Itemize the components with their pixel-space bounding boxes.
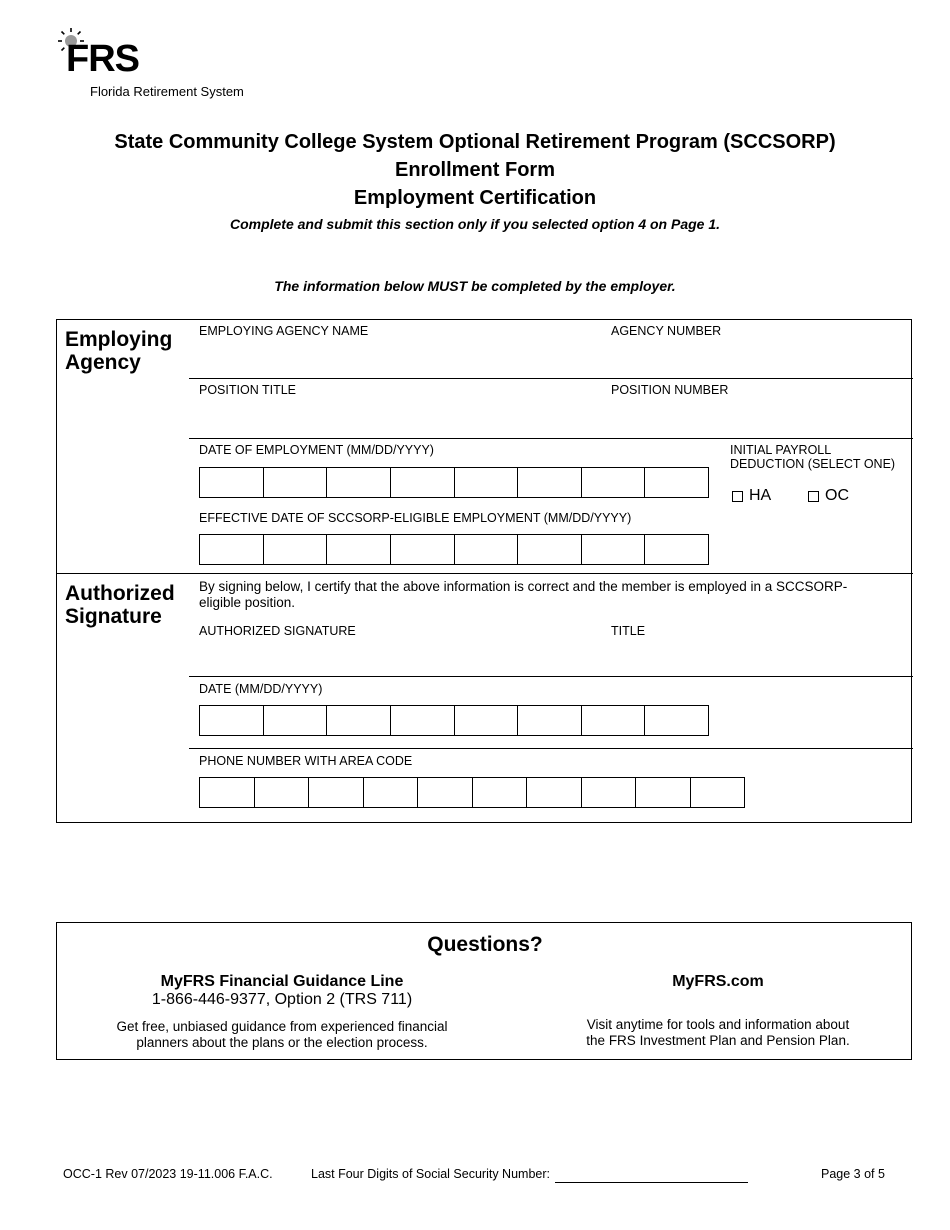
position-number-field[interactable]	[611, 399, 901, 435]
form-id: OCC-1 Rev 07/2023 19-11.006 F.A.C.	[63, 1167, 273, 1181]
logo-subtitle: Florida Retirement System	[90, 84, 244, 99]
digit-box[interactable]	[645, 468, 708, 497]
date-of-employment-input[interactable]	[199, 467, 709, 498]
ssn-field[interactable]	[555, 1167, 748, 1183]
digit-box[interactable]	[200, 778, 255, 807]
checkbox-icon[interactable]	[808, 491, 819, 502]
logo-text: FRS	[66, 38, 139, 80]
digit-box[interactable]	[200, 535, 264, 564]
digit-box[interactable]	[264, 535, 328, 564]
form-title-line2: Enrollment Form	[394, 159, 555, 181]
position-title-field[interactable]	[199, 399, 604, 435]
digit-box[interactable]	[645, 706, 708, 735]
divider	[189, 438, 913, 439]
digit-box[interactable]	[455, 535, 519, 564]
digit-box[interactable]	[691, 778, 745, 807]
divider	[189, 676, 913, 677]
agency-number-label: AGENCY NUMBER	[611, 324, 722, 338]
title-label: TITLE	[611, 624, 646, 638]
agency-number-field[interactable]	[611, 340, 901, 376]
agency-name-field[interactable]	[199, 340, 604, 376]
authorized-signature-heading: Authorized Signature	[65, 582, 175, 628]
digit-box[interactable]	[518, 535, 582, 564]
digit-box[interactable]	[327, 468, 391, 497]
signature-field[interactable]	[199, 640, 604, 674]
myfrs-link[interactable]: MyFRS.com	[672, 973, 764, 990]
frs-logo	[58, 28, 278, 108]
digit-box[interactable]	[582, 778, 637, 807]
digit-box[interactable]	[582, 535, 646, 564]
digit-box[interactable]	[582, 468, 646, 497]
digit-box[interactable]	[527, 778, 582, 807]
digit-box[interactable]	[645, 535, 708, 564]
digit-box[interactable]	[473, 778, 528, 807]
digit-box[interactable]	[582, 706, 646, 735]
digit-box[interactable]	[327, 706, 391, 735]
digit-box[interactable]	[364, 778, 419, 807]
position-number-label: POSITION NUMBER	[611, 383, 729, 397]
digit-box[interactable]	[636, 778, 691, 807]
effective-date-input[interactable]	[199, 534, 709, 565]
divider	[189, 378, 913, 379]
position-title-label: POSITION TITLE	[199, 383, 297, 397]
guidance-line-description: Get free, unbiased guidance from experienced financial planners about the plans or the election process.	[116, 1019, 448, 1050]
payroll-option-ha[interactable]: HA	[732, 487, 771, 505]
guidance-line-title: MyFRS Financial Guidance Line	[160, 973, 404, 990]
phone-number-input[interactable]	[199, 777, 745, 808]
digit-box[interactable]	[455, 706, 519, 735]
divider	[189, 748, 913, 749]
employer-notice: The information below MUST be completed by the employer.	[274, 278, 676, 294]
section-title: Employment Certification	[353, 187, 597, 209]
effective-date-label: EFFECTIVE DATE OF SCCSORP-ELIGIBLE EMPLOYMENT (MM/DD/YYYY)	[199, 511, 632, 525]
phone-label: PHONE NUMBER WITH AREA CODE	[199, 754, 413, 768]
digit-box[interactable]	[391, 468, 455, 497]
digit-box[interactable]	[255, 778, 310, 807]
authorized-signature-label: AUTHORIZED SIGNATURE	[199, 624, 356, 638]
digit-box[interactable]	[418, 778, 473, 807]
guidance-line-phone[interactable]: 1-866-446-9377, Option 2 (TRS 711)	[151, 991, 413, 1008]
digit-box[interactable]	[264, 706, 328, 735]
myfrs-description: Visit anytime for tools and information about the FRS Investment Plan and Pension Plan.	[586, 1017, 850, 1048]
questions-box	[56, 922, 912, 1060]
digit-box[interactable]	[327, 535, 391, 564]
digit-box[interactable]	[264, 468, 328, 497]
date-of-employment-label: DATE OF EMPLOYMENT (MM/DD/YYYY)	[199, 443, 434, 457]
form-title: State Community College System Optional Retirement Program (SCCSORP)	[114, 131, 836, 153]
digit-box[interactable]	[391, 535, 455, 564]
instruction-text: Complete and submit this section only if you selected option 4 on Page 1.	[229, 216, 721, 232]
agency-name-label: EMPLOYING AGENCY NAME	[199, 324, 369, 338]
date-label: DATE (MM/DD/YYYY)	[199, 682, 323, 696]
digit-box[interactable]	[309, 778, 364, 807]
certification-form	[56, 319, 912, 823]
digit-box[interactable]	[200, 468, 264, 497]
digit-box[interactable]	[391, 706, 455, 735]
digit-box[interactable]	[518, 706, 582, 735]
ssn-label: Last Four Digits of Social Security Number:	[311, 1167, 550, 1181]
digit-box[interactable]	[518, 468, 582, 497]
payroll-option-oc[interactable]: OC	[808, 487, 849, 505]
section-divider	[57, 573, 913, 574]
questions-heading: Questions?	[427, 933, 543, 956]
digit-box[interactable]	[455, 468, 519, 497]
payroll-deduction-label: INITIAL PAYROLL DEDUCTION (SELECT ONE)	[730, 443, 896, 471]
signature-date-input[interactable]	[199, 705, 709, 736]
title-field[interactable]	[611, 640, 901, 674]
checkbox-icon[interactable]	[732, 491, 743, 502]
employing-agency-heading: Employing Agency	[65, 328, 173, 374]
certification-statement: By signing below, I certify that the above information is correct and the member is employed in a SCCSORP- eligible position.	[199, 579, 848, 610]
page-number: Page 3 of 5	[821, 1167, 885, 1181]
digit-box[interactable]	[200, 706, 264, 735]
